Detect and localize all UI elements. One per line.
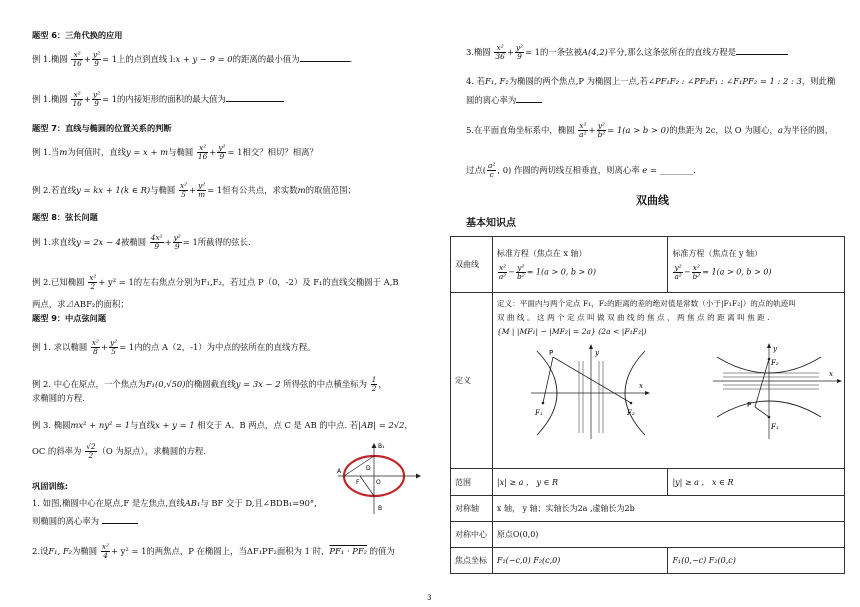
practice-5-cont: 过点( $\frac{\text{a²}}{c}$ , 0) 作圆的两切线互相垂直，则离心率 e = ________.	[466, 161, 696, 179]
label-a: A	[337, 468, 342, 475]
table-row	[451, 469, 845, 496]
label-y: y	[772, 345, 777, 353]
table-cell: 原点O(0,0)	[492, 522, 844, 548]
heading-type9: 题型 9：中点弦问题	[32, 313, 107, 323]
exercise-9-1: 例 1. 求以椭圆 $\frac{\text{x²}}{8}$ + $\frac{\text{y²}}{5}$ = 1内的点 A（2，-1）为中点的弦所在的直线方程。	[32, 338, 316, 356]
definition-cell: 定义：平面内与两个定点 F₁，F₂的距离的差的绝对值是常数（小于|F₁F₂|）的点的轨迹叫 双 曲 线 。 这 两 个 定 点 叫 做 双 曲 线 的 焦 点 ， 两 焦 点 的 距 离 叫 焦 距 . {M | |MF₁| − |MF₂| = 2a} (2a < |F₁F₂|) P y x F₁ F₂ y F₂ x P F₁	[492, 293, 844, 469]
row-label: 对称中心	[451, 522, 493, 548]
table-row	[451, 293, 845, 469]
label-y: y	[594, 349, 599, 357]
heading-type8: 题型 8：弦长问题	[32, 212, 98, 222]
hyperbola-y-figure	[709, 341, 849, 441]
label-f: F	[356, 479, 360, 486]
answer-blank	[300, 61, 350, 62]
practice-4-cont: 圆的离心率为	[466, 95, 542, 106]
label-p: P	[548, 349, 554, 357]
row-label: 范围	[451, 469, 493, 496]
practice-3: 3.椭圆 $\frac{\text{x²}}{36}$ + $\frac{\text{y²}}{9}$ = 1的一条弦被A(4,2)平分,那么这条弦所在的直线方程是	[466, 44, 788, 61]
label-f2: F₂	[770, 359, 779, 367]
practice-4: 4. 若F₁, F₂为椭圆的两个焦点,P 为椭圆上一点,若∠PF₁F₂ : ∠PF₂F₁ : ∠F₁PF₂ = 1 : 2 : 3，则此椭	[466, 76, 836, 86]
exercise-7-1: 例 1.当m为何值时，直线y = x + m与椭圆 $\frac{\text{x²}}{16}$ + $\frac{\text{y²}}{9}$ = 1相交？相切？相离？	[32, 143, 318, 161]
answer-blank	[736, 54, 788, 55]
table-cell: x 轴， y 轴；实轴长为2a ,虚轴长为2b	[492, 496, 844, 522]
heading-type6: 题型 6：三角代换的应用	[32, 30, 123, 40]
label-f1: F₁	[534, 409, 543, 417]
section-title: 双曲线	[636, 194, 669, 207]
table-cell: |y| ≥ a ， x ∈ R	[668, 469, 845, 496]
answer-blank	[102, 523, 138, 524]
practice-1: 1. 如图,椭圆中心在原点,F 是左焦点,直线AB₁与 BF 交于 D,且∠BDB₁=90°,	[32, 498, 317, 508]
heading-practice: 巩固训练:	[32, 481, 69, 491]
table-row	[451, 548, 845, 574]
answer-blank	[516, 102, 542, 103]
exercise-9-3: 例 3. 椭圆mx² + ny² = 1与直线x + y = 1 相交于 A、B 两点，点 C 是 AB 的中点. 若|AB| = 2√2，	[32, 420, 413, 430]
label-p: P	[746, 401, 752, 409]
exercise-8-1: 例 1.求直线y = 2x − 4被椭圆 $\frac{\text{4x²}}{9}$ + $\frac{\text{y²}}{9}$ = 1所截得的弦长.	[32, 233, 251, 251]
exercise-7-2: 例 2.若直线y = kx + 1(k ∈ R)与椭圆 $\frac{\text{x²}}{5}$ + $\frac{\text{y²}}{m}$ = 1恒有公共点，求实数m的取值范围；	[32, 181, 356, 199]
heading-type7: 题型 7：直线与椭圆的位置关系的判断	[32, 123, 172, 133]
label-x: x	[638, 382, 643, 390]
exercise-9-2: 例 2. 中心在原点，一个焦点为F₁(0,√50)的椭圆截直线y = 3x − 2 所得弦的中点横坐标为 $\frac{1}{2}$ ，	[32, 375, 387, 393]
knowledge-title: 基本知识点	[466, 218, 516, 229]
table-cell: F₁(−c,0) F₂(c,0)	[492, 548, 668, 574]
exercise-6-2: 例 1.椭圆 $\frac{\text{x²}}{16}$ + $\frac{\text{y²}}{9}$ = 1的内接矩形的面积的最大值为	[32, 91, 284, 108]
answer-blank	[226, 101, 284, 102]
practice-5: 5.在平面直角坐标系中，椭圆 $\frac{\text{x²}}{\text{a²}}$ + $\frac{\text{y²}}{\text{b²}}$ = 1(a > b > 0)的焦距为 2c，以 O 为圆心，a为半径的圆，	[466, 121, 834, 139]
row-label: 对称轴	[451, 496, 493, 522]
table-row	[451, 522, 845, 548]
x-axis-cell: 标准方程（焦点在 x 轴） $\frac{\text{x²}}{\text{a²}}$ − $\frac{\text{y²}}{\text{b²}}$ = 1(a > 0, b > 0)	[492, 237, 668, 293]
exercise-8-2: 例 2.已知椭圆 $\frac{\text{x²}}{2}$ + y² = 1的左右焦点分别为F₁,F₂，若过点 P（0，-2）及 F₁的直线交椭圆于 A,B	[32, 273, 399, 291]
row-label: 定义	[451, 293, 493, 469]
label-f2: F₂	[626, 409, 635, 417]
row-label: 双曲线	[451, 237, 493, 293]
exercise-8-2-cont: 两点，求⊿ABF₂的面积；	[32, 299, 129, 309]
practice-1-cont: 则椭圆的离心率为	[32, 516, 138, 527]
label-o: O	[376, 479, 381, 486]
row-label: 焦点坐标	[451, 548, 493, 574]
table-row	[451, 237, 845, 293]
exercise-9-2-cont: 求椭圆的方程.	[32, 393, 85, 403]
practice-2: 2.设F₁, F₂为椭圆 $\frac{\text{x²}}{4}$ + y² = 1的两焦点，P 在椭圆上，当ΔF₁PF₂面积为 1 时，PF₁ · PF₂ 的值为	[32, 542, 395, 560]
exercise-9-3-cont: OC 的斜率为 $\frac{√2}{2}$ （O 为原点），求椭圆的方程.	[32, 442, 207, 460]
label-x: x	[828, 370, 833, 378]
label-b1: B₁	[378, 443, 385, 450]
page-number: 3	[427, 594, 432, 602]
ellipse-figure	[336, 440, 422, 516]
hyperbola-x-figure	[527, 341, 657, 441]
table-row	[451, 496, 845, 522]
table-cell: F₁(0,−c) F₂(0,c)	[668, 548, 845, 574]
hyperbola-table	[450, 236, 845, 574]
label-f1: F₁	[770, 423, 779, 431]
label-b: B	[378, 505, 383, 512]
exercise-6-1: 例 1.椭圆 $\frac{\text{x²}}{16}$ + $\frac{\text{y²}}{9}$ = 1上的点到直线 l:x + y − 9 = 0的距离的最小值为 .	[32, 50, 353, 68]
table-cell: |x| ≥ a ， y ∈ R	[492, 469, 668, 496]
label-d: D	[366, 465, 371, 472]
y-axis-cell: 标准方程（焦点在 y 轴） $\frac{\text{y²}}{\text{a²}}$ − $\frac{\text{x²}}{\text{b²}}$ = 1(a > 0, b > 0)	[668, 237, 845, 293]
